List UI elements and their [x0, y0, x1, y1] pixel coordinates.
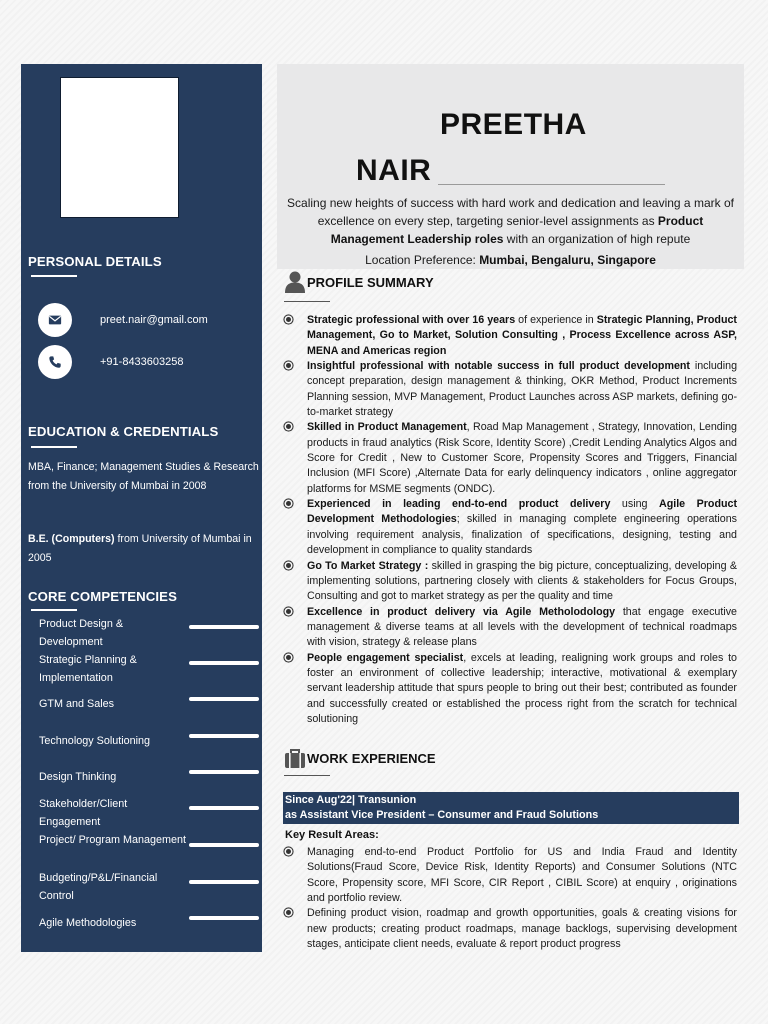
bullet-bold: Experienced in leading end-to-end product delivery	[307, 498, 611, 511]
education-heading: EDUCATION & CREDENTIALS	[28, 424, 219, 439]
education-be	[28, 530, 260, 568]
competency-item: Design Thinking	[39, 771, 117, 783]
list-item	[285, 651, 737, 728]
bullet-bold: People engagement specialist	[307, 651, 464, 664]
competency-item: Budgeting/P&L/Financial Control	[39, 872, 158, 902]
bullet-text: using	[610, 498, 659, 511]
location-value: Mumbai, Bengaluru, Singapore	[479, 253, 656, 267]
bullet-text: ; skilled in managing complete engineering operations involving requirement analysis, finalization of specifications, designing, testing and development in compliance to quality standards	[307, 513, 737, 557]
first-name: PREETHA	[440, 108, 587, 141]
competency-bar	[189, 770, 259, 774]
envelope-icon	[38, 303, 72, 337]
bullet-bold: Agile Product Development Methodologies	[307, 498, 737, 526]
competency-bar	[189, 661, 259, 665]
competency-bar	[189, 625, 259, 629]
competency-bar	[189, 880, 259, 884]
location-label: Location Preference:	[365, 253, 480, 267]
bullet-text: including concept preparation, design management & thinking, OKR Method, Product Increments Planning session, MVP Management, Product Launches across ASP markets, defining go-to-market strategy	[307, 360, 738, 419]
key-result-areas-list	[285, 845, 737, 952]
section-underline	[284, 301, 330, 302]
profile-summary-list	[285, 313, 737, 727]
location-preference	[282, 253, 739, 267]
competency-bar	[189, 843, 259, 847]
email-text[interactable]: preet.nair@gmail.com	[100, 314, 208, 326]
list-item: Managing end-to-end Product Portfolio for US and India Fraud and Identity Solutions(Fraud Score, Device Risk, Identity Reports) and Consumer Solutions (NTC Score, Propensity score, MFI Score, CIR Report , CIBIL Score) at enquiry , originations and portfolio review.	[285, 845, 737, 906]
bullet-bold: Skilled in Product Management	[307, 421, 467, 434]
tagline	[282, 194, 739, 248]
bullet-text: that engage executive management & diverse teams at all levels with the development of technical roadmaps with vision, strategy & release plans	[307, 605, 737, 649]
competency-item: Product Design & Development	[39, 618, 124, 648]
bullet-text: of experience in	[515, 314, 597, 326]
bullet-bold: Insightful professional with notable success in full product development	[307, 360, 690, 373]
job-title-bar	[283, 792, 739, 824]
bullet-text: skilled in grasping the big picture, conceptualizing, developing & implementing solutions, partnering closely with clients & stakeholders for Focus Groups, Consulting and got to market strategy as per the quality and time	[307, 559, 737, 603]
sidebar	[21, 64, 262, 952]
email-row[interactable]	[38, 303, 208, 337]
header-panel	[277, 64, 744, 269]
core-competencies-heading: CORE COMPETENCIES	[28, 589, 177, 604]
list-item	[285, 313, 737, 359]
name-divider	[438, 184, 665, 185]
heading-underline	[31, 275, 77, 277]
briefcase-icon	[284, 747, 306, 769]
competency-item: Strategic Planning & Implementation	[39, 654, 137, 684]
education-be-degree: B.E. (Computers)	[28, 533, 115, 545]
competency-item: Project/ Program Management	[39, 834, 187, 846]
profile-photo-placeholder	[60, 77, 179, 218]
competency-item: Stakeholder/Client Engagement	[39, 798, 128, 828]
bullet-bold: Go To Market Strategy :	[307, 559, 429, 572]
competency-item: Agile Methodologies	[39, 917, 137, 929]
work-experience-title: WORK EXPERIENCE	[307, 750, 436, 766]
bullet-bold: Excellence in product delivery via Agile Metholodology	[307, 605, 616, 618]
competency-item: Technology Solutioning	[39, 735, 151, 747]
bullet-bold: Strategic Planning, Product Management, Go to Market, Solution Consulting , Process Excellence across ASP, MENA and Americas region	[307, 314, 737, 357]
tagline-text: Scaling new heights of success with hard work and dedication and leaving a mark of excellence on every step, targeting senior-level assignments as	[287, 196, 734, 228]
education-be-detail: from University of Mumbai in 2005	[28, 533, 252, 564]
competency-bar	[189, 806, 259, 810]
list-item	[285, 559, 737, 605]
profile-summary-heading	[284, 270, 434, 294]
bullet-text: , excels at leading, realigning work groups and roles to foster an environment of collective leadership; interactive, motivational & exemplary servant leadership attitude that spurs people to bring out their best; contributed as founder and successfully created or established the process right from the scratch for technical solutioning	[307, 651, 737, 725]
phone-text[interactable]: +91-8433603258	[100, 356, 184, 368]
list-item	[285, 497, 737, 558]
list-item	[285, 359, 737, 420]
bullet-bold: Strategic professional with over 16 years	[307, 314, 516, 326]
last-name: NAIR	[356, 154, 432, 187]
key-result-areas-label: Key Result Areas:	[285, 829, 379, 841]
competency-item: GTM and Sales	[39, 698, 115, 710]
list-item	[285, 420, 737, 497]
personal-details-heading: PERSONAL DETAILS	[28, 254, 162, 269]
job-company: Since Aug'22| Transunion	[285, 794, 417, 806]
work-experience-heading	[284, 747, 436, 769]
tagline-role: Product Management Leadership roles	[330, 214, 704, 246]
tagline-text-end: with an organization of high repute	[503, 232, 691, 246]
list-item	[285, 605, 737, 651]
heading-underline	[31, 446, 77, 448]
education-mba: MBA, Finance; Management Studies & Research from the University of Mumbai in 2008	[28, 461, 259, 492]
phone-row[interactable]	[38, 345, 184, 379]
section-underline	[284, 775, 330, 776]
bullet-text: , Road Map Management , Strategy, Innovation, Lending products in fraud analytics (Risk Score, Identity Score) ,Credit Lending Analytics Algos and Score for Credit , New to Customer Score, Propensity Scores and Triggers, Financial Inclusion (MFI Score) ,Alternate Data for early delinquency indicators , online aggregator platforms for MSME segments (ONDC).	[307, 421, 737, 495]
person-icon	[284, 270, 306, 294]
profile-summary-title: PROFILE SUMMARY	[307, 274, 434, 290]
competency-bar	[189, 734, 259, 738]
heading-underline	[31, 609, 77, 611]
competency-bar	[189, 916, 259, 920]
list-item: Defining product vision, roadmap and growth opportunities, goals & creating visions for new products; creating product roadmaps, manage backlogs, supervising development stages, anticipate client needs, evaluate & report product progress	[285, 906, 737, 952]
competency-bar	[189, 697, 259, 701]
phone-icon	[38, 345, 72, 379]
job-role: as Assistant Vice President – Consumer and Fraud Solutions	[285, 809, 599, 821]
